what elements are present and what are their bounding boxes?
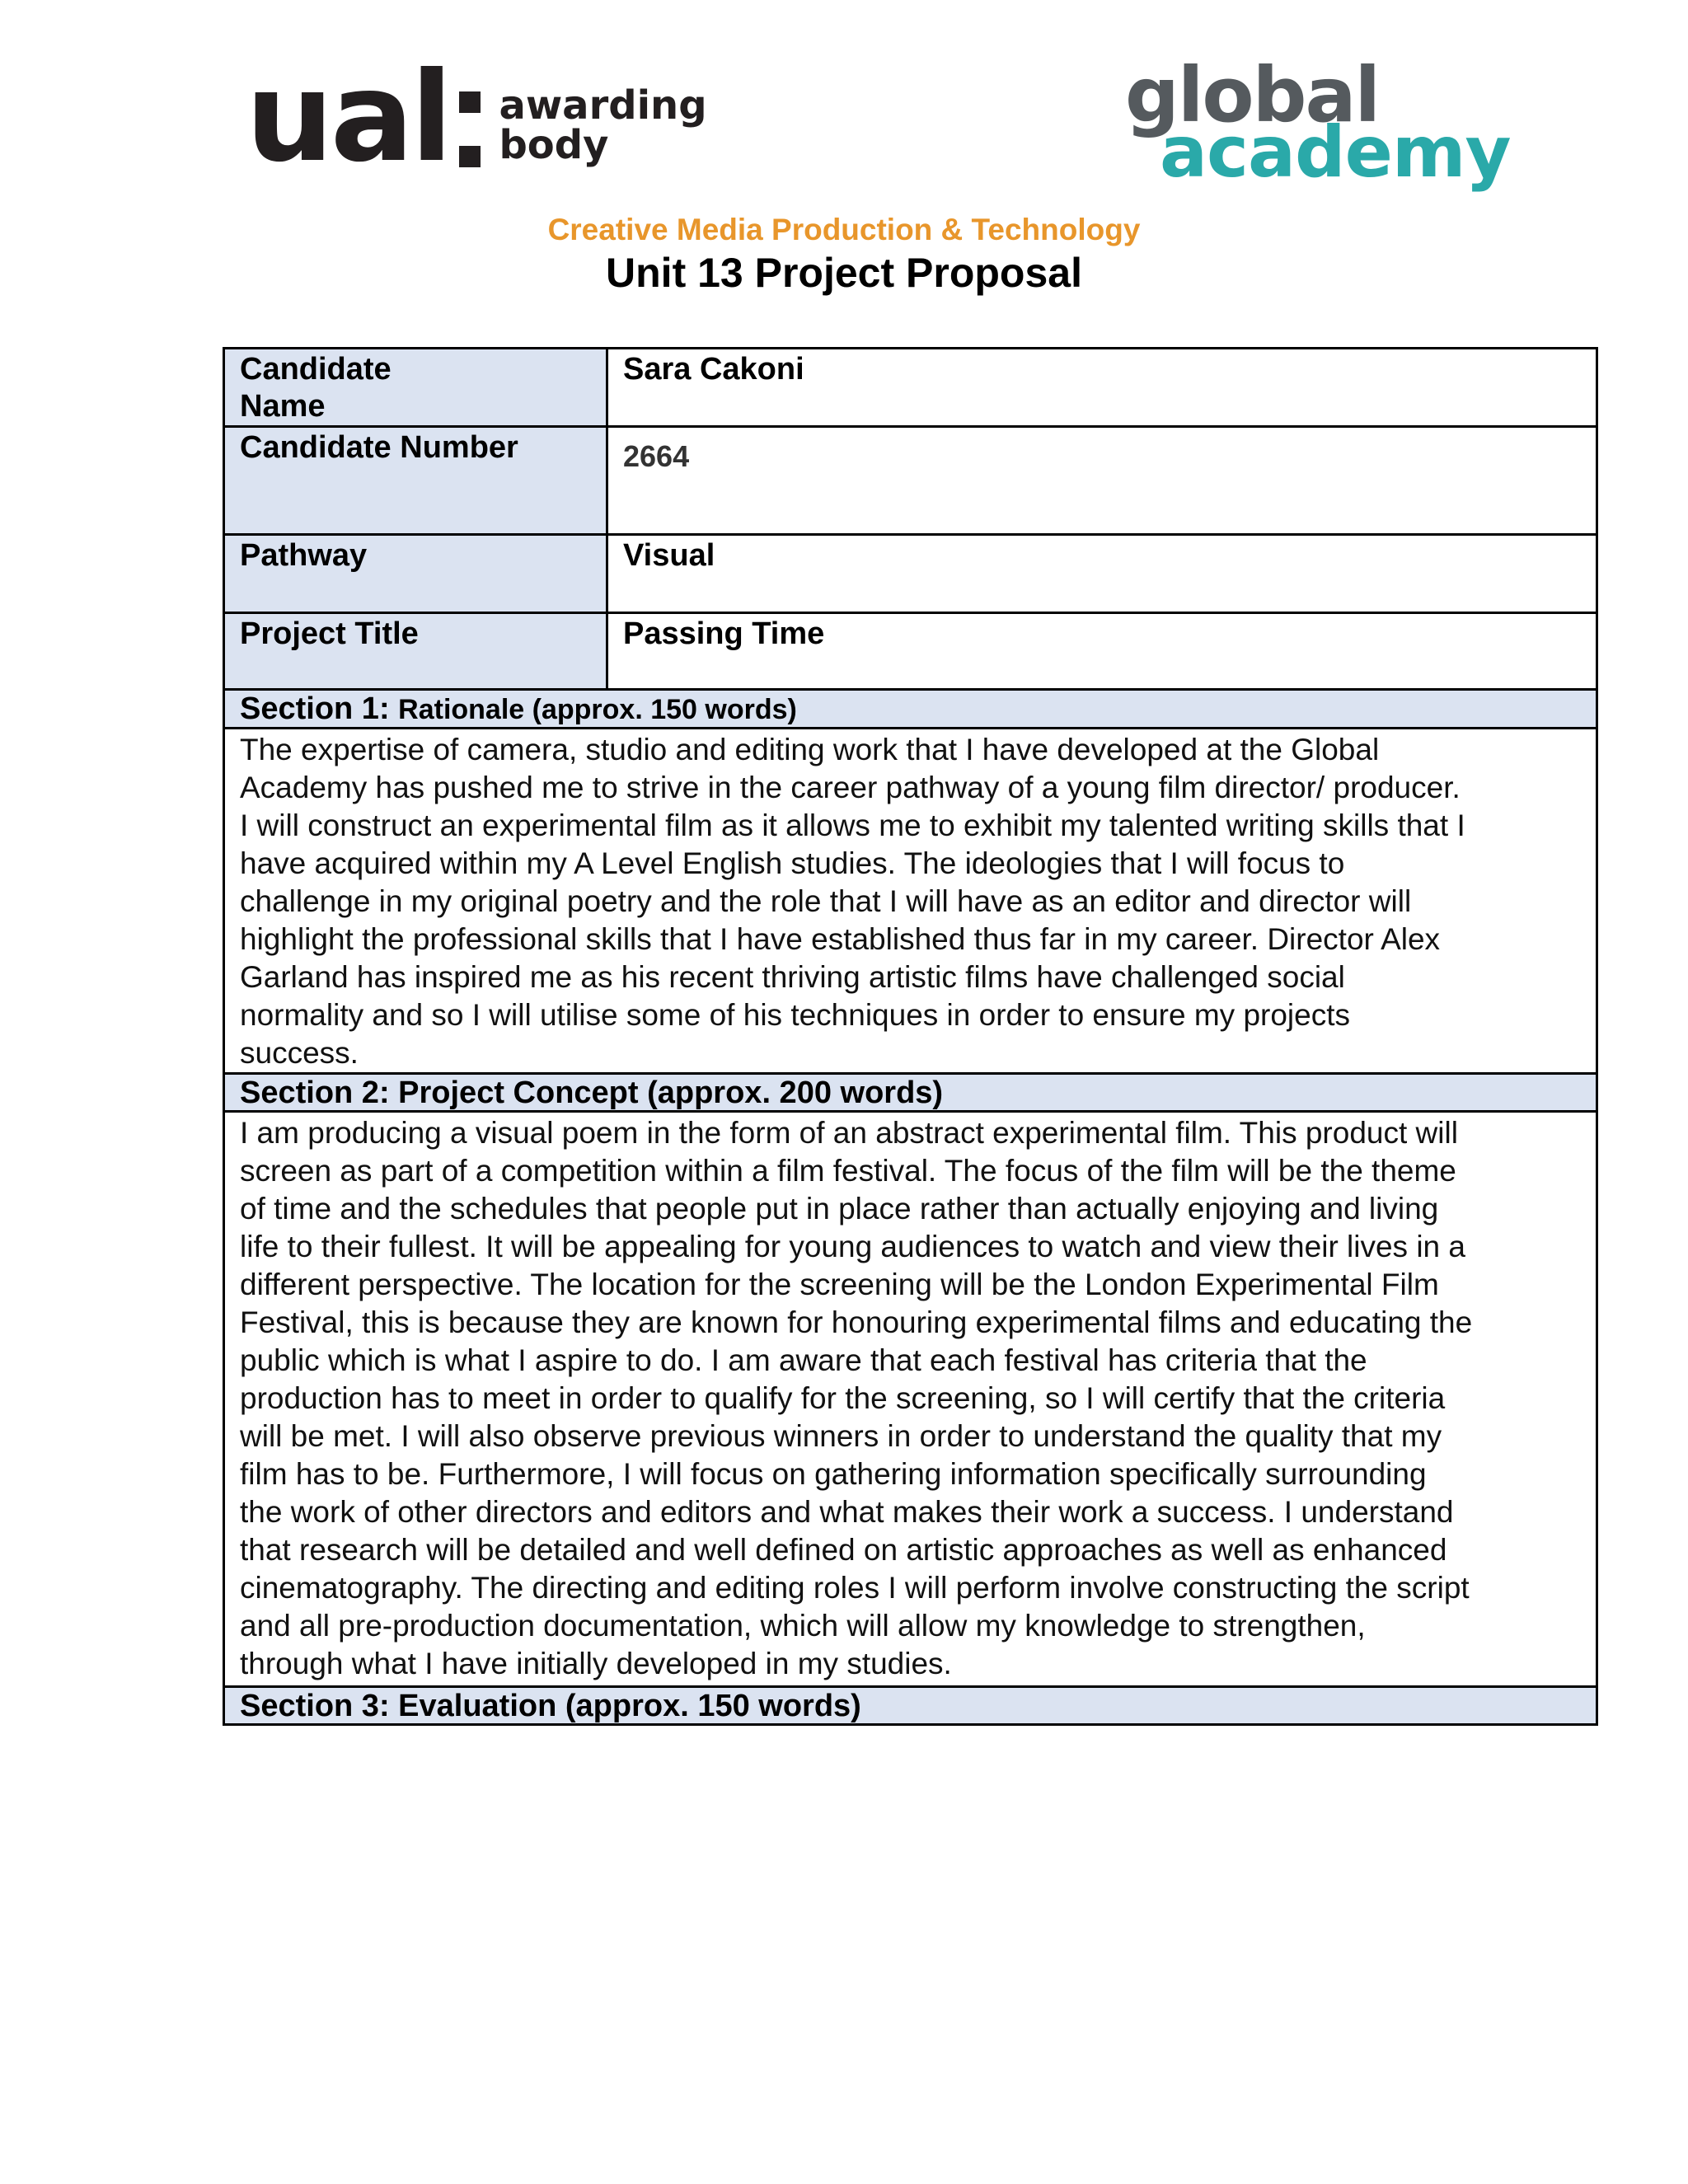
pathway-label: Pathway bbox=[224, 535, 607, 613]
global-academy-logo bbox=[1125, 51, 1511, 194]
section-2-header-row bbox=[224, 1074, 1597, 1112]
candidate-name-value: Sara Cakoni bbox=[607, 349, 1597, 427]
section-2-title: Section 2: Project Concept (approx. 200 words) bbox=[224, 1074, 1597, 1112]
candidate-number-label: Candidate Number bbox=[224, 427, 607, 535]
candidate-number-value: 2664 bbox=[607, 427, 1597, 535]
section-1-body-row bbox=[224, 729, 1597, 1074]
section-2-concept-text: I am producing a visual poem in the form of an abstract experimental film. This product will screen as part of a competition within a film festival. The focus of the film will be the theme of time and the schedules that people put in place rather than actually enjoying and living life to their fullest. It will be appealing for young audiences to watch and view their lives in a different perspective. The location for the screening will be the London Experimental Film Festival, this is because they are known for honouring experimental films and educating the public which is what I aspire to do. I am aware that each festival has criteria that the production has to meet in order to qualify for the screening, so I will certify that the criteria will be met. I will also observe previous winners in order to understand the quality that my film has to be. Furthermore, I will focus on gathering information specifically surrounding the work of other directors and editors and what makes their work a success. I understand that research will be detailed and well defined on artistic approaches as well as enhanced cinematography. The directing and editing roles I will perform involve constructing the script and all pre-production documentation, which will allow my knowledge to strengthen, through what I have initially developed in my studies. bbox=[224, 1112, 1597, 1687]
section-3-title: Section 3: Evaluation (approx. 150 words) bbox=[224, 1687, 1597, 1725]
ual-logo-word: ual bbox=[246, 46, 450, 190]
table-row-candidate-number bbox=[224, 427, 1597, 535]
global-academy-logo-line2: academy bbox=[1160, 111, 1511, 194]
table-row-project-title bbox=[224, 613, 1597, 690]
course-subtitle: Creative Media Production & Technology bbox=[547, 213, 1141, 246]
section-2-body-row bbox=[224, 1112, 1597, 1687]
table-row-candidate-name bbox=[224, 349, 1597, 427]
section-3-header-row bbox=[224, 1687, 1597, 1725]
pathway-value: Visual bbox=[607, 535, 1597, 613]
section-1-header-row bbox=[224, 690, 1597, 729]
ual-logo-colon bbox=[459, 91, 481, 167]
project-title-value: Passing Time bbox=[607, 613, 1597, 690]
ual-awarding-body-logo bbox=[246, 46, 707, 190]
global-academy-logo-line1: global bbox=[1125, 51, 1380, 139]
section-1-title: Section 1: Rationale (approx. 150 words) bbox=[224, 690, 1597, 729]
proposal-table bbox=[223, 347, 1598, 1726]
section-1-rationale-text: The expertise of camera, studio and editing work that I have developed at the Global Academy has pushed me to strive in the career pathway of a young film director/ producer. I will construct an experimental film as it allows me to exhibit my talented writing skills that I have acquired within my A Level English studies. The ideologies that I will focus to challenge in my original poetry and the role that I will have as an editor and director will highlight the professional skills that I have established thus far in my career. Director Alex Garland has inspired me as his recent thriving artistic films have challenged social normality and so I will utilise some of his techniques in order to ensure my projects success. bbox=[224, 729, 1597, 1074]
ual-logo-subtext: awarding body bbox=[499, 82, 707, 168]
page-title: Unit 13 Project Proposal bbox=[606, 250, 1082, 296]
candidate-name-label: Candidate Name bbox=[224, 349, 607, 427]
project-title-label: Project Title bbox=[224, 613, 607, 690]
table-row-pathway bbox=[224, 535, 1597, 613]
